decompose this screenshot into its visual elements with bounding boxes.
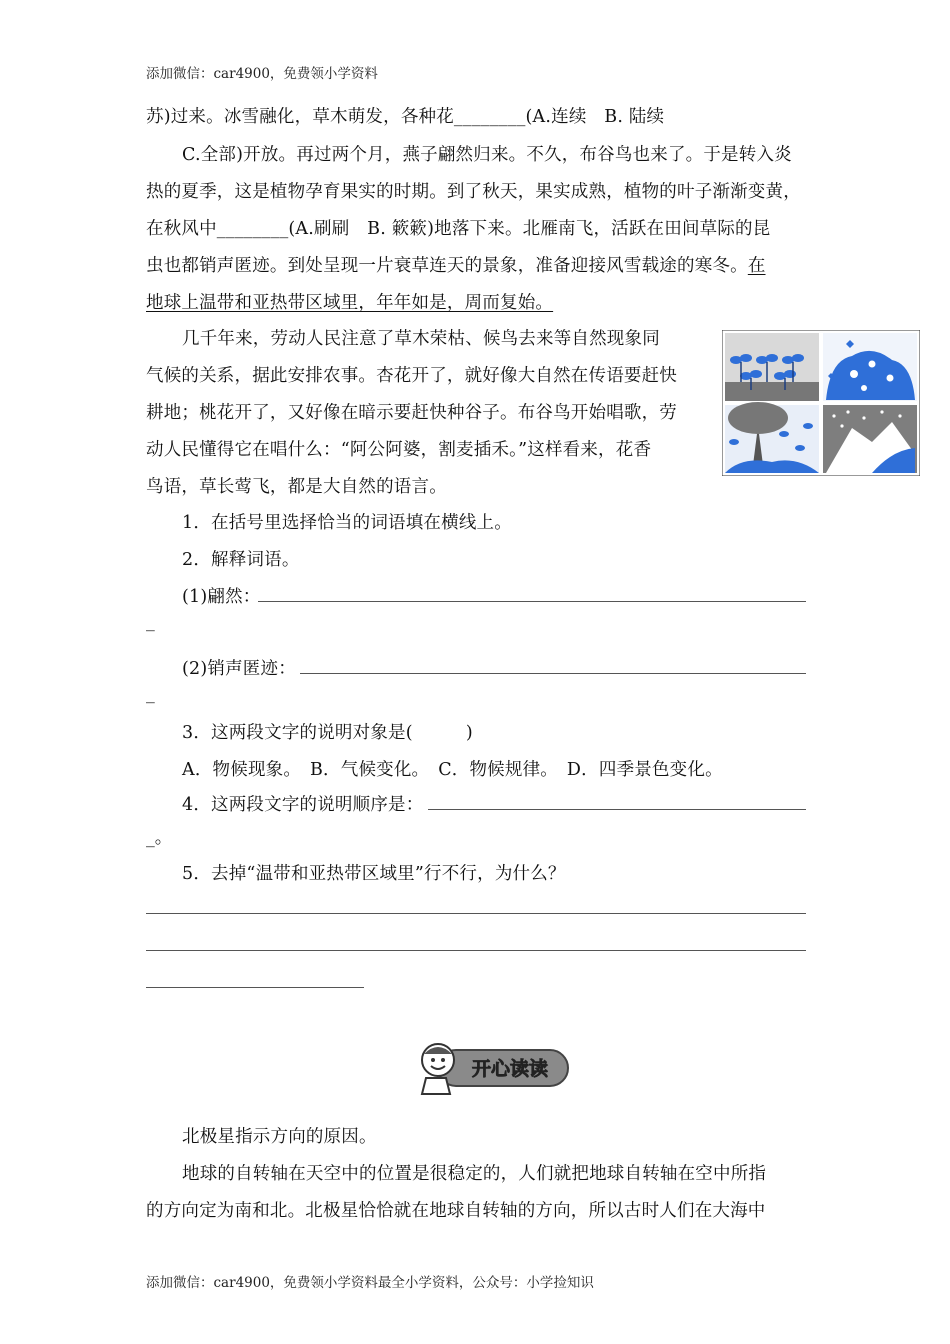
passage-line-5: [146, 252, 766, 277]
question-3: 3．这两段文字的说明对象是( ): [182, 723, 473, 743]
answer-line-2-1[interactable]: [258, 601, 806, 602]
passage-line-4: 在秋风中________(A.刷刷 B. 簌簌)地落下来。北雁南飞，活跃在田间草际的昆: [146, 219, 771, 239]
passage2-line-2: 气候的关系，据此安排农事。杏花开了，就好像大自然在传语要赶快: [146, 366, 677, 386]
question-5: 5．去掉“温带和亚热带区域里”行不行，为什么？: [182, 864, 566, 884]
reading-line-2: 的方向定为南和北。北极星恰恰就在地球自转轴的方向，所以古时人们在大海中: [146, 1201, 766, 1221]
passage-line-2: C.全部)开放。再过两个月，燕子翩然归来。不久，布谷鸟也来了。于是转入炎: [182, 145, 792, 165]
question-2-1-label: (1)翩然：: [182, 587, 261, 607]
passage2-line-5: 鸟语，草长莺飞，都是大自然的语言。: [146, 477, 447, 497]
underlined-sentence: 地球上温带和亚热带区域里，年年如是，周而复始。: [146, 293, 554, 313]
question-2: 2．解释词语。: [182, 550, 300, 570]
question-2-2-label: (2)销声匿迹：: [182, 659, 296, 679]
passage2-line-3: 耕地；桃花开了，又好像在暗示要赶快种谷子。布谷鸟开始唱歌，劳: [146, 403, 677, 423]
question-4: 4．这两段文字的说明顺序是：: [182, 795, 424, 815]
header-watermark: 添加微信：car4900，免费领小学资料: [146, 66, 378, 82]
answer-line-4-end: _。: [146, 828, 173, 848]
answer-line-4[interactable]: [428, 809, 806, 810]
answer-line-5c[interactable]: [146, 987, 364, 988]
answer-line-2-1-continuation: _: [146, 612, 155, 632]
passage-line-3: 热的夏季，这是植物孕育果实的时期。到了秋天，果实成熟，植物的叶子渐渐变黄，: [146, 182, 801, 202]
answer-line-5b[interactable]: [146, 950, 806, 951]
answer-line-5a[interactable]: [146, 913, 806, 914]
question-1: 1．在括号里选择恰当的词语填在横线上。: [182, 513, 512, 533]
question-3-options: A．物候现象。 B．气候变化。 C．物候规律。 D．四季景色变化。: [182, 760, 723, 780]
passage-line-5-text: 虫也都销声匿迹。到处呈现一片衰草连天的景象，准备迎接风雪载途的寒冬。: [146, 256, 748, 276]
underlined-sentence-start: 在: [747, 256, 766, 276]
happy-reading-badge: [412, 1038, 572, 1096]
footer-watermark: 添加微信：car4900，免费领小学资料最全小学资料，公众号：小学捡知识: [146, 1275, 594, 1291]
four-seasons-illustration: [722, 330, 920, 476]
answer-line-2-2-continuation: _: [146, 684, 155, 704]
answer-line-2-2[interactable]: [300, 673, 806, 674]
passage2-line-4: 动人民懂得它在唱什么：“阿公阿婆，割麦插禾。”这样看来，花香: [146, 440, 652, 460]
reading-title: 北极星指示方向的原因。: [182, 1127, 377, 1147]
reading-line-1: 地球的自转轴在天空中的位置是很稳定的，人们就把地球自转轴在空中所指: [182, 1164, 767, 1184]
passage2-line-1: 几千年来，劳动人民注意了草木荣枯、候鸟去来等自然现象同: [182, 329, 660, 349]
badge-label: 开心读读: [471, 1058, 549, 1080]
passage-line-1: 苏)过来。冰雪融化，草木萌发，各种花________(A.连续 B. 陆续: [146, 107, 665, 127]
